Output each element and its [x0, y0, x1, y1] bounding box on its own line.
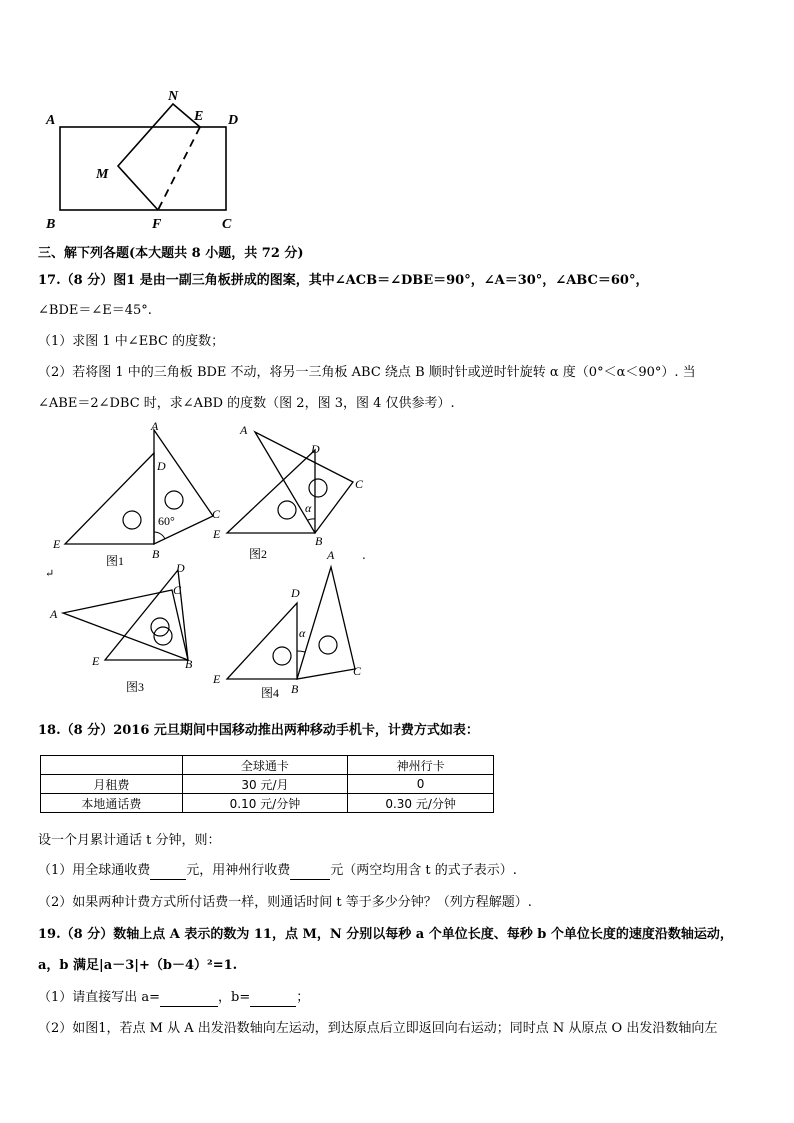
section-heading: 三、解下列各题(本大题共 8 小题，共 72 分): [38, 246, 304, 261]
label-B: B: [185, 657, 193, 671]
answer-blank[interactable]: [250, 992, 296, 1007]
hole-circle: [123, 511, 141, 529]
figure-1: [50, 420, 230, 570]
table-row: [41, 756, 494, 775]
label-A: A: [327, 548, 335, 562]
figure-caption: 图4: [261, 686, 280, 700]
hole-circle: [273, 647, 291, 665]
label-N: N: [168, 89, 179, 104]
label-C: C: [173, 583, 182, 597]
figure-caption: 图3: [126, 680, 145, 694]
angle-arc: [154, 532, 165, 539]
angle-label: 60°: [158, 514, 175, 528]
q17-line1: 17.（8 分）图1 是由一副三角板拼成的图案，其中∠ACB＝∠DBE＝90°，∠A＝30°，∠ABC＝60°，: [38, 273, 649, 288]
table-cell: [41, 756, 183, 775]
q17-line2: ∠BDE＝∠E＝45°.: [38, 303, 152, 318]
q18-part2: （2）如果两种计费方式所付话费一样，则通话时间 t 等于多少分钟？（列方程解题）.: [38, 895, 532, 910]
label-D: D: [311, 442, 320, 456]
label-D: D: [291, 586, 300, 600]
table-cell: 0: [348, 775, 494, 794]
table-cell: 0.10 元/分钟: [182, 794, 348, 813]
label-F: F: [152, 217, 162, 232]
alpha-label: α: [299, 626, 306, 640]
q18-setup: 设一个月累计通话 t 分钟，则：: [38, 833, 221, 848]
triangle-bde: [65, 453, 154, 544]
label-B: B: [315, 534, 323, 548]
label-C: C: [212, 507, 221, 521]
label-B: B: [46, 217, 56, 232]
return-mark: ↵: [45, 567, 55, 580]
q18-part1: [38, 862, 517, 880]
dot-mark: .: [362, 548, 366, 562]
q19-line2: a，b 满足|a－3|+（b－4）²=1.: [38, 958, 238, 973]
q17-part1: （1）求图 1 中∠EBC 的度数；: [38, 334, 225, 349]
label-D: D: [176, 561, 185, 575]
q17-part2a: （2）若将图 1 中的三角板 BDE 不动，将另一三角板 ABC 绕点 B 顺时针或逆时针旋转 α 度（0°＜α＜90°）. 当: [38, 365, 696, 380]
folded-edge: [118, 104, 200, 210]
label-B: B: [291, 682, 299, 696]
fold-line-ef: [158, 127, 200, 210]
answer-blank[interactable]: [290, 865, 330, 880]
q18-intro: 18.（8 分）2016 元旦期间中国移动推出两种移动手机卡，计费方式如表：: [38, 723, 479, 738]
hole-circle: [319, 636, 337, 654]
figure-caption: 图1: [106, 554, 125, 568]
label-E: E: [53, 537, 61, 551]
hole-circle: [165, 491, 183, 509]
q19-line1: 19.（8 分）数轴上点 A 表示的数为 11，点 M，N 分别以每秒 a 个单位长度、每秒 b 个单位长度的速度沿数轴运动，: [38, 927, 733, 942]
table-cell: 月租费: [41, 775, 183, 794]
label-D: D: [157, 459, 166, 473]
label-A: A: [240, 423, 248, 437]
label-A: A: [151, 420, 159, 433]
figure-caption: 图2: [249, 547, 268, 561]
q18-part1-text: 元（两空均用含 t 的式子表示）.: [330, 863, 517, 878]
table-cell: 神州行卡: [348, 756, 494, 775]
q19-part1: [38, 989, 309, 1007]
q19-part1-text: ，b=: [218, 990, 251, 1005]
label-A: A: [46, 113, 56, 128]
angle-arc: [308, 519, 315, 520]
answer-blank[interactable]: [150, 865, 186, 880]
label-M: M: [96, 167, 109, 182]
label-A: A: [50, 607, 58, 621]
table-cell: 本地通话费: [41, 794, 183, 813]
q18-part1-text: （1）用全球通收费: [38, 863, 151, 878]
label-C: C: [355, 477, 364, 491]
label-C: C: [222, 217, 232, 232]
label-E: E: [213, 527, 221, 541]
triangle-bde: [227, 450, 315, 533]
label-C: C: [353, 664, 362, 678]
label-B: B: [152, 547, 160, 561]
label-E: E: [213, 672, 221, 686]
rectangle-abcd: [60, 127, 226, 210]
triangle-abc: [255, 432, 353, 533]
alpha-label: α: [305, 501, 312, 515]
q19-part2: （2）如图1，若点 M 从 A 出发沿数轴向左运动，到达原点后立即返回向右运动；同时点 N 从原点 O 出发沿数轴向左: [38, 1021, 718, 1036]
hole-circle: [309, 479, 327, 497]
table-row: [41, 794, 494, 813]
label-E: E: [92, 654, 100, 668]
angle-arc: [297, 651, 305, 652]
answer-blank[interactable]: [160, 992, 218, 1007]
label-E: E: [194, 109, 204, 124]
figure-4: [205, 545, 375, 705]
table-row: [41, 775, 494, 794]
hole-circle: [278, 501, 296, 519]
triangle-abc: [297, 567, 355, 679]
q17-part2b: ∠ABE＝2∠DBC 时，求∠ABD 的度数（图 2，图 3，图 4 仅供参考）.: [38, 396, 455, 411]
label-D: D: [228, 113, 239, 128]
q19-part1-text: （1）请直接写出 a=: [38, 990, 161, 1005]
table-cell: 全球通卡: [182, 756, 348, 775]
fee-table: [40, 755, 494, 813]
table-cell: 30 元/月: [182, 775, 348, 794]
triangle-bde: [227, 603, 297, 679]
table-cell: 0.30 元/分钟: [348, 794, 494, 813]
q19-part1-text: ；: [296, 990, 310, 1005]
figure-3: [45, 560, 215, 700]
q18-part1-text: 元，用神州行收费: [186, 863, 291, 878]
rectangle-fold-figure: [40, 80, 260, 240]
